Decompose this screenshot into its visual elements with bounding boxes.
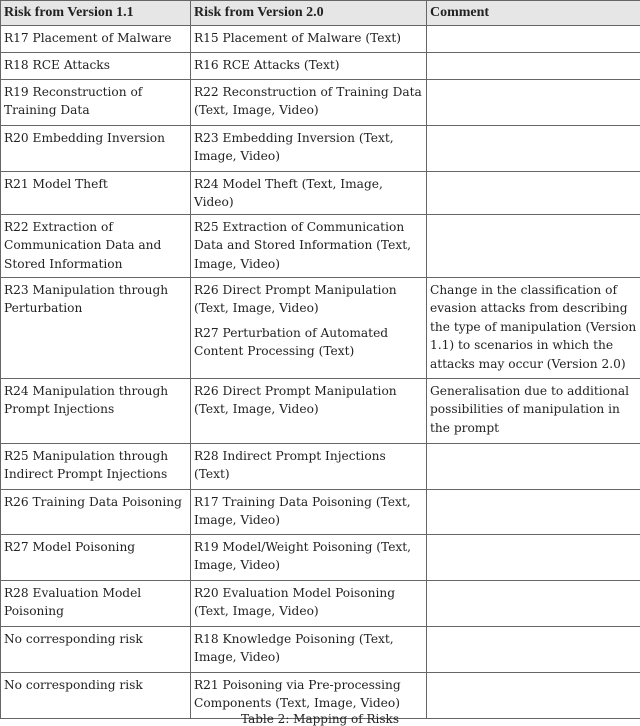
cell-version-2-0 xyxy=(191,489,427,534)
cell-version-1-1: R26 Training Data Poisoning xyxy=(1,489,191,534)
cell-version-2-0 xyxy=(191,79,427,125)
risk-entry: R17 Training Data Poisoning (Text, Image, Video) xyxy=(194,493,424,530)
cell-version-1-1: R25 Manipulation through Indirect Prompt Injections xyxy=(1,443,191,489)
table-row xyxy=(1,626,640,672)
cell-version-2-0 xyxy=(191,214,427,277)
cell-version-2-0 xyxy=(191,443,427,489)
cell-comment xyxy=(427,125,640,171)
table-row xyxy=(1,277,640,378)
table-row xyxy=(1,52,640,79)
risk-entry: R26 Direct Prompt Manipulation (Text, Image, Video) xyxy=(194,281,424,318)
table-row xyxy=(1,534,640,580)
cell-version-1-1: R23 Manipulation through Perturbation xyxy=(1,277,191,378)
risk-entry: R18 Knowledge Poisoning (Text, Image, Video) xyxy=(194,630,424,667)
cell-version-1-1: R17 Placement of Malware xyxy=(1,25,191,52)
header-comment: Comment xyxy=(427,1,640,26)
cell-version-2-0 xyxy=(191,25,427,52)
cell-version-1-1: R28 Evaluation Model Poisoning xyxy=(1,580,191,626)
cell-comment xyxy=(427,580,640,626)
cell-version-1-1: No corresponding risk xyxy=(1,672,191,718)
cell-version-1-1: R18 RCE Attacks xyxy=(1,52,191,79)
table-row xyxy=(1,378,640,443)
cell-version-2-0 xyxy=(191,580,427,626)
risk-entry: R26 Direct Prompt Manipulation (Text, Image, Video) xyxy=(194,382,424,419)
header-version-1-1: Risk from Version 1.1 xyxy=(1,1,191,26)
cell-comment xyxy=(427,214,640,277)
risk-entry: R20 Evaluation Model Poisoning (Text, Image, Video) xyxy=(194,584,424,621)
risk-entry: R28 Indirect Prompt Injections (Text) xyxy=(194,447,424,484)
cell-comment: Generalisation due to additional possibilities of manipulation in the prompt xyxy=(427,378,640,443)
cell-comment xyxy=(427,25,640,52)
cell-comment xyxy=(427,534,640,580)
cell-version-2-0 xyxy=(191,171,427,214)
cell-comment xyxy=(427,52,640,79)
table-row xyxy=(1,443,640,489)
cell-comment xyxy=(427,443,640,489)
cell-version-2-0 xyxy=(191,277,427,378)
cell-comment: Change in the classification of evasion attacks from describing the type of manipulation (Version 1.1) to scenarios in which the attacks may occur (Version 2.0) xyxy=(427,277,640,378)
risk-entry: R23 Embedding Inversion (Text, Image, Video) xyxy=(194,129,424,166)
header-version-2-0: Risk from Version 2.0 xyxy=(191,1,427,26)
cell-comment xyxy=(427,79,640,125)
table-row xyxy=(1,580,640,626)
table-row xyxy=(1,214,640,277)
risk-entry: R15 Placement of Malware (Text) xyxy=(194,29,424,48)
table-caption: Table 2: Mapping of Risks xyxy=(0,712,640,726)
risk-entry: R25 Extraction of Communication Data and Stored Information (Text, Image, Video) xyxy=(194,218,424,274)
cell-version-1-1: R20 Embedding Inversion xyxy=(1,125,191,171)
table-header-row xyxy=(1,1,640,26)
cell-version-1-1: R24 Manipulation through Prompt Injections xyxy=(1,378,191,443)
cell-version-1-1: R22 Extraction of Communication Data and Stored Information xyxy=(1,214,191,277)
cell-version-1-1: No corresponding risk xyxy=(1,626,191,672)
risk-entry: R24 Model Theft (Text, Image, Video) xyxy=(194,175,424,212)
cell-version-1-1: R27 Model Poisoning xyxy=(1,534,191,580)
cell-version-2-0 xyxy=(191,52,427,79)
cell-version-1-1: R19 Reconstruction of Training Data xyxy=(1,79,191,125)
cell-version-1-1: R21 Model Theft xyxy=(1,171,191,214)
cell-version-2-0 xyxy=(191,125,427,171)
risk-entry: R16 RCE Attacks (Text) xyxy=(194,56,424,75)
cell-comment xyxy=(427,171,640,214)
cell-comment xyxy=(427,489,640,534)
risk-entry: R22 Reconstruction of Training Data (Text, Image, Video) xyxy=(194,83,424,120)
table-row xyxy=(1,171,640,214)
table-row xyxy=(1,125,640,171)
risk-entry: R21 Poisoning via Pre-processing Components (Text, Image, Video) xyxy=(194,676,424,713)
cell-version-2-0 xyxy=(191,378,427,443)
risk-entry: R27 Perturbation of Automated Content Processing (Text) xyxy=(194,324,424,361)
table-row xyxy=(1,79,640,125)
cell-comment xyxy=(427,626,640,672)
cell-version-2-0 xyxy=(191,626,427,672)
cell-version-2-0 xyxy=(191,534,427,580)
table-row xyxy=(1,489,640,534)
table-row xyxy=(1,25,640,52)
risk-entry: R19 Model/Weight Poisoning (Text, Image, Video) xyxy=(194,538,424,575)
